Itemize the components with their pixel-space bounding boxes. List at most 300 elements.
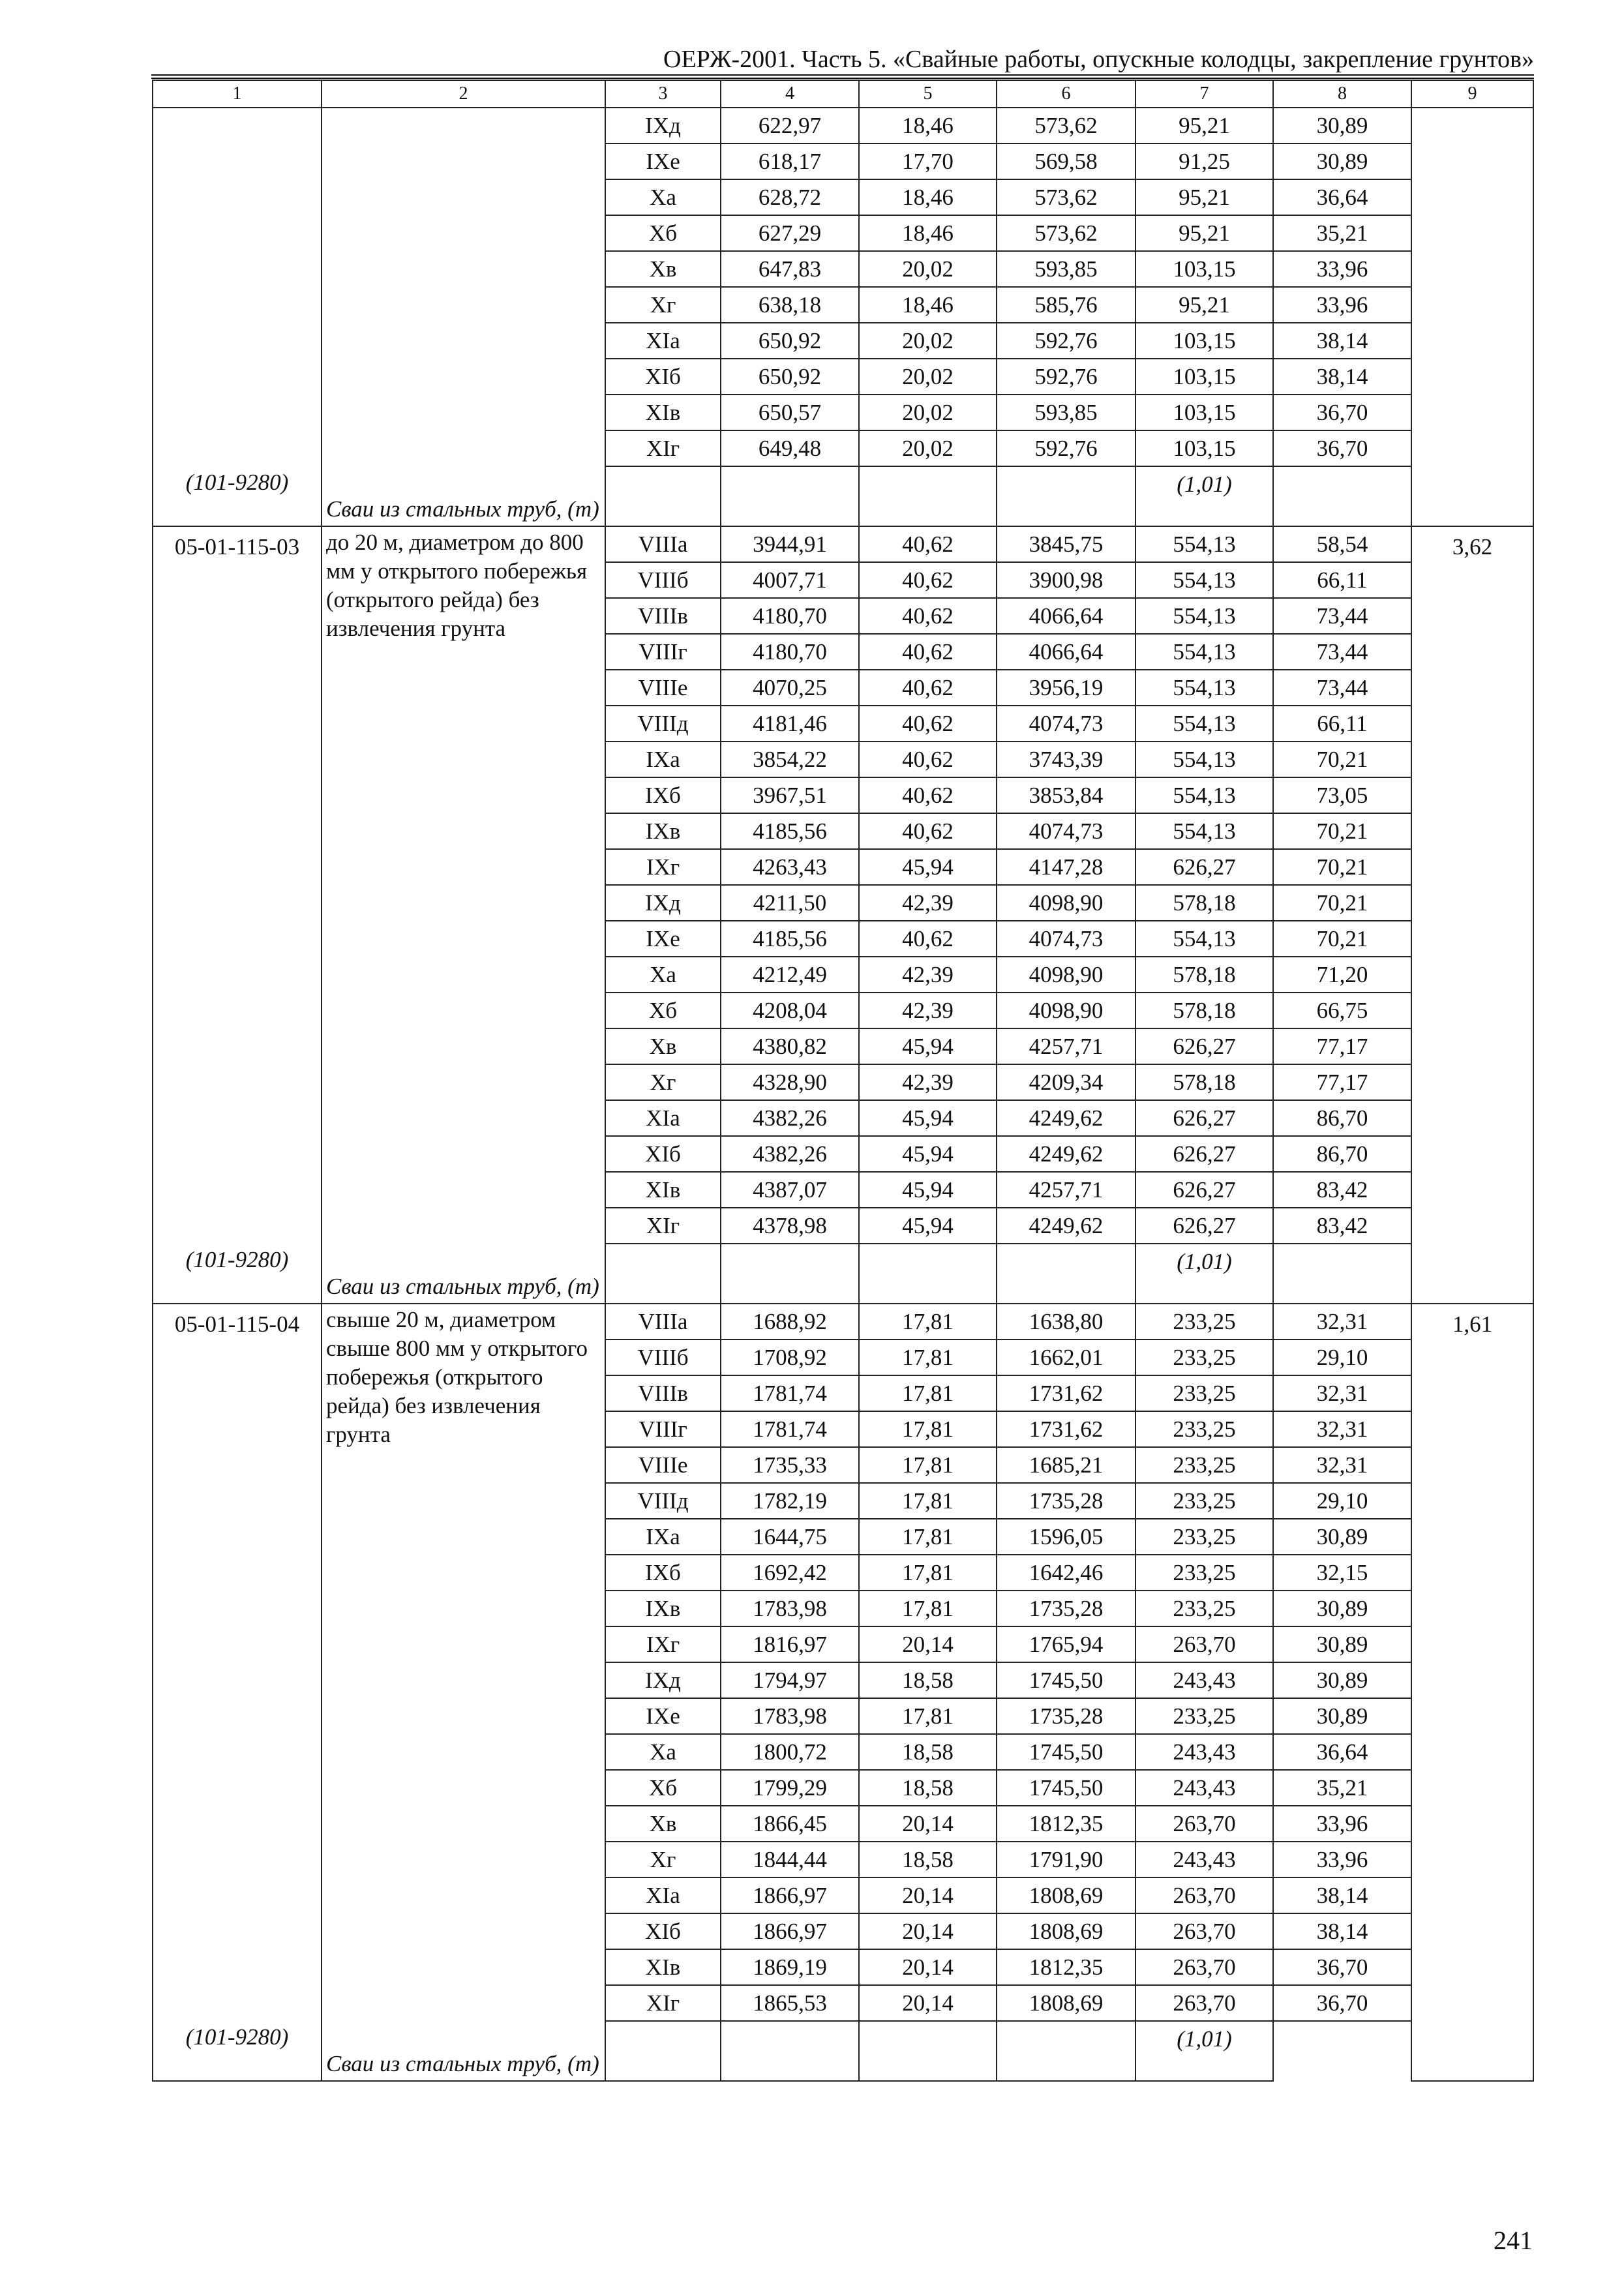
value-cell: 30,89 [1273,1519,1411,1555]
value-cell: 4257,71 [997,1028,1135,1064]
value-cell: 30,89 [1273,108,1411,143]
value-cell: 30,89 [1273,1698,1411,1734]
value-cell: 20,14 [859,1806,997,1842]
value-cell: 4180,70 [721,634,859,670]
value-cell: 45,94 [859,849,997,885]
value-cell: 243,43 [1135,1662,1273,1698]
value-cell: 70,21 [1273,849,1411,885]
value-cell: 18,58 [859,1734,997,1770]
value-cell: 1735,28 [997,1483,1135,1519]
value-cell: 71,20 [1273,957,1411,993]
value-cell: 20,14 [859,1913,997,1949]
value-cell: 3956,19 [997,670,1135,706]
value-cell: 578,18 [1135,1064,1273,1100]
value-cell: 4382,26 [721,1100,859,1136]
value-cell: 4209,34 [997,1064,1135,1100]
value-cell: 1808,69 [997,1913,1135,1949]
value-cell: 233,25 [1135,1411,1273,1447]
column-number: 3 [605,80,721,108]
value-cell: 17,81 [859,1591,997,1626]
value-cell: 4211,50 [721,885,859,921]
work-description-cell [322,1304,605,2081]
resource-code: (101-9280) [185,1247,289,1272]
empty-cell [859,1244,997,1304]
table-row [153,108,1533,143]
value-cell: 20,02 [859,323,997,359]
zone-code: VIIIв [605,598,721,634]
value-cell: 578,18 [1135,993,1273,1028]
value-cell: 36,70 [1273,1985,1411,2021]
empty-cell [997,1244,1135,1304]
empty-cell [721,1244,859,1304]
value-cell: 554,13 [1135,598,1273,634]
zone-code: XIг [605,1985,721,2021]
value-cell: 233,25 [1135,1304,1273,1339]
zone-code: IXа [605,741,721,777]
value-cell: 649,48 [721,430,859,466]
header-rule [151,74,1534,76]
work-description: до 20 м, диаметром до 800 мм у открытого побережья (открытого рейда) без извлечения грунта [326,530,588,641]
value-cell: 103,15 [1135,251,1273,287]
empty-cell [605,2021,721,2081]
value-cell: 18,46 [859,215,997,251]
value-cell: 29,10 [1273,1339,1411,1375]
value-cell: 263,70 [1135,1985,1273,2021]
value-cell: 233,25 [1135,1375,1273,1411]
value-cell: 73,05 [1273,777,1411,813]
value-cell: 33,96 [1273,251,1411,287]
value-cell: 30,89 [1273,1626,1411,1662]
table-row [153,526,1533,562]
zone-code: IXе [605,1698,721,1734]
column-number: 8 [1273,80,1411,108]
value-cell: 569,58 [997,143,1135,179]
value-cell: 29,10 [1273,1483,1411,1519]
zone-code: Xв [605,251,721,287]
value-cell: 554,13 [1135,921,1273,957]
value-cell: 40,62 [859,741,997,777]
value-cell: 4066,64 [997,598,1135,634]
value-cell: 17,81 [859,1339,997,1375]
value-cell: 32,15 [1273,1555,1411,1591]
value-cell: 4380,82 [721,1028,859,1064]
value-cell: 578,18 [1135,957,1273,993]
value-cell: 4185,56 [721,921,859,957]
value-cell: 73,44 [1273,598,1411,634]
value-cell: 1688,92 [721,1304,859,1339]
column-number: 2 [322,80,605,108]
value-cell: 1692,42 [721,1555,859,1591]
value-cell: 45,94 [859,1100,997,1136]
value-cell: 628,72 [721,179,859,215]
zone-code: IXг [605,849,721,885]
resource-code: (101-9280) [185,2024,289,2050]
value-cell: 592,76 [997,430,1135,466]
value-cell: 4074,73 [997,813,1135,849]
value-cell: 20,14 [859,1985,997,2021]
value-cell: 4387,07 [721,1172,859,1208]
value-cell: 554,13 [1135,813,1273,849]
value-cell: 4257,71 [997,1172,1135,1208]
value-cell: 70,21 [1273,921,1411,957]
value-cell: 18,58 [859,1842,997,1878]
value-cell: 42,39 [859,957,997,993]
value-cell: 4212,49 [721,957,859,993]
value-cell: 103,15 [1135,323,1273,359]
column-number: 6 [997,80,1135,108]
value-cell: 18,46 [859,179,997,215]
value-cell: 1745,50 [997,1734,1135,1770]
value-cell: 4180,70 [721,598,859,634]
column-numbers-row [153,80,1533,108]
value-cell: 70,21 [1273,885,1411,921]
zone-code: XIа [605,323,721,359]
value-cell: 33,96 [1273,287,1411,323]
value-cell: 1794,97 [721,1662,859,1698]
zone-code: VIIIа [605,1304,721,1339]
norm-code-cell [153,526,322,1304]
value-cell: 554,13 [1135,670,1273,706]
value-cell: 263,70 [1135,1806,1273,1842]
value-cell: 17,81 [859,1447,997,1483]
value-cell: 263,70 [1135,1949,1273,1985]
value-cell: 1812,35 [997,1949,1135,1985]
value-cell: 1866,97 [721,1878,859,1913]
value-cell: 17,81 [859,1698,997,1734]
value-cell: 263,70 [1135,1913,1273,1949]
value-cell: 585,76 [997,287,1135,323]
work-description-cell [322,526,605,1304]
value-cell: 263,70 [1135,1878,1273,1913]
value-cell: 1745,50 [997,1662,1135,1698]
page-number: 241 [1494,2226,1533,2255]
value-cell: 1781,74 [721,1375,859,1411]
resource-name: Сваи из стальных труб, (т) [326,496,599,522]
column-number: 5 [859,80,997,108]
value-cell: 233,25 [1135,1698,1273,1734]
value-cell: 1866,97 [721,1913,859,1949]
empty-cell [859,2021,997,2081]
coefficient-cell [1411,108,1533,526]
value-cell: 30,89 [1273,143,1411,179]
value-cell: 593,85 [997,395,1135,430]
value-cell: 20,02 [859,430,997,466]
value-cell: 554,13 [1135,526,1273,562]
value-cell: 4098,90 [997,993,1135,1028]
value-cell: 4382,26 [721,1136,859,1172]
value-cell: 1662,01 [997,1339,1135,1375]
zone-code: IXд [605,108,721,143]
column-number: 7 [1135,80,1273,108]
value-cell: 40,62 [859,921,997,957]
value-cell: 86,70 [1273,1136,1411,1172]
zone-code: VIIIг [605,1411,721,1447]
resource-name: Сваи из стальных труб, (т) [326,2051,599,2076]
value-cell: 32,31 [1273,1447,1411,1483]
value-cell: 4074,73 [997,921,1135,957]
value-cell: 4249,62 [997,1100,1135,1136]
value-cell: 70,21 [1273,741,1411,777]
zone-code: VIIIг [605,634,721,670]
value-cell: 45,94 [859,1208,997,1244]
value-cell: 40,62 [859,777,997,813]
value-cell: 35,21 [1273,215,1411,251]
value-cell: 1708,92 [721,1339,859,1375]
value-cell: 95,21 [1135,287,1273,323]
value-cell: 626,27 [1135,1100,1273,1136]
value-cell: 103,15 [1135,395,1273,430]
page-header [151,40,1534,78]
value-cell: 40,62 [859,706,997,741]
value-cell: 20,02 [859,395,997,430]
value-cell: 1642,46 [997,1555,1135,1591]
value-cell: 4378,98 [721,1208,859,1244]
zone-code: Xб [605,993,721,1028]
value-cell: 626,27 [1135,849,1273,885]
value-cell: 66,11 [1273,706,1411,741]
resource-quantity: (1,01) [1135,1244,1273,1304]
value-cell: 3853,84 [997,777,1135,813]
coefficient: 1,61 [1452,1311,1493,1337]
zone-code: Xа [605,179,721,215]
value-cell: 17,81 [859,1411,997,1447]
value-cell: 4007,71 [721,562,859,598]
value-cell: 626,27 [1135,1208,1273,1244]
value-cell: 627,29 [721,215,859,251]
value-cell: 573,62 [997,179,1135,215]
value-cell: 4070,25 [721,670,859,706]
value-cell: 38,14 [1273,323,1411,359]
value-cell: 4147,28 [997,849,1135,885]
zone-code: Xг [605,287,721,323]
norm-code-cell [153,1304,322,2081]
empty-cell [721,466,859,526]
zone-code: VIIIб [605,1339,721,1375]
value-cell: 38,14 [1273,1878,1411,1913]
value-cell: 45,94 [859,1136,997,1172]
value-cell: 1745,50 [997,1770,1135,1806]
value-cell: 1791,90 [997,1842,1135,1878]
empty-cell [605,466,721,526]
zone-code: VIIIе [605,670,721,706]
value-cell: 20,02 [859,251,997,287]
resource-quantity: (1,01) [1135,466,1273,526]
table-row [153,1304,1533,1339]
value-cell: 18,58 [859,1770,997,1806]
value-cell: 18,46 [859,108,997,143]
zone-code: XIг [605,1208,721,1244]
zone-code: Xб [605,1770,721,1806]
zone-code: VIIIа [605,526,721,562]
value-cell: 40,62 [859,634,997,670]
value-cell: 626,27 [1135,1172,1273,1208]
value-cell: 650,92 [721,323,859,359]
value-cell: 4263,43 [721,849,859,885]
zone-code: Xв [605,1028,721,1064]
empty-cell [997,466,1135,526]
zone-code: IXв [605,813,721,849]
resource-code: (101-9280) [185,470,289,495]
zone-code: VIIIе [605,1447,721,1483]
value-cell: 573,62 [997,215,1135,251]
value-cell: 1781,74 [721,1411,859,1447]
value-cell: 1596,05 [997,1519,1135,1555]
zone-code: XIв [605,395,721,430]
value-cell: 4181,46 [721,706,859,741]
value-cell: 66,11 [1273,562,1411,598]
value-cell: 1735,28 [997,1591,1135,1626]
norm-code-cell [153,108,322,526]
value-cell: 66,75 [1273,993,1411,1028]
value-cell: 4098,90 [997,885,1135,921]
zone-code: XIв [605,1949,721,1985]
zone-code: IXд [605,1662,721,1698]
value-cell: 36,64 [1273,1734,1411,1770]
norm-code: 05-01-115-03 [174,534,300,560]
zone-code: XIб [605,359,721,395]
value-cell: 1812,35 [997,1806,1135,1842]
empty-cell [997,2021,1135,2081]
value-cell: 626,27 [1135,1136,1273,1172]
value-cell: 233,25 [1135,1555,1273,1591]
zone-code: VIIIв [605,1375,721,1411]
value-cell: 573,62 [997,108,1135,143]
value-cell: 554,13 [1135,777,1273,813]
value-cell: 77,17 [1273,1064,1411,1100]
value-cell: 626,27 [1135,1028,1273,1064]
value-cell: 233,25 [1135,1447,1273,1483]
zone-code: IXб [605,1555,721,1591]
value-cell: 1731,62 [997,1411,1135,1447]
value-cell: 4066,64 [997,634,1135,670]
value-cell: 18,46 [859,287,997,323]
value-cell: 4098,90 [997,957,1135,993]
value-cell: 77,17 [1273,1028,1411,1064]
coefficient-cell [1411,1304,1533,2081]
value-cell: 618,17 [721,143,859,179]
zone-code: Xг [605,1842,721,1878]
coefficient: 3,62 [1452,534,1493,560]
value-cell: 17,81 [859,1304,997,1339]
value-cell: 45,94 [859,1028,997,1064]
norm-code: 05-01-115-04 [174,1311,300,1337]
value-cell: 1808,69 [997,1878,1135,1913]
value-cell: 95,21 [1135,215,1273,251]
value-cell: 42,39 [859,993,997,1028]
value-cell: 4185,56 [721,813,859,849]
value-cell: 17,81 [859,1555,997,1591]
value-cell: 1844,44 [721,1842,859,1878]
column-number: 4 [721,80,859,108]
value-cell: 1735,33 [721,1447,859,1483]
value-cell: 578,18 [1135,885,1273,921]
value-cell: 243,43 [1135,1734,1273,1770]
value-cell: 40,62 [859,813,997,849]
zone-code: XIг [605,430,721,466]
value-cell: 45,94 [859,1172,997,1208]
zone-code: XIа [605,1100,721,1136]
value-cell: 638,18 [721,287,859,323]
value-cell: 83,42 [1273,1172,1411,1208]
value-cell: 650,92 [721,359,859,395]
value-cell: 4208,04 [721,993,859,1028]
value-cell: 1765,94 [997,1626,1135,1662]
value-cell: 73,44 [1273,670,1411,706]
value-cell: 36,70 [1273,1949,1411,1985]
zone-code: Xв [605,1806,721,1842]
zone-code: IXв [605,1591,721,1626]
value-cell: 554,13 [1135,741,1273,777]
zone-code: IXа [605,1519,721,1555]
coefficient-cell [1411,526,1533,1304]
value-cell: 20,14 [859,1878,997,1913]
value-cell: 1866,45 [721,1806,859,1842]
value-cell: 650,57 [721,395,859,430]
value-cell: 592,76 [997,323,1135,359]
value-cell: 36,64 [1273,179,1411,215]
value-cell: 1800,72 [721,1734,859,1770]
value-cell: 20,14 [859,1949,997,1985]
value-cell: 32,31 [1273,1304,1411,1339]
zone-code: IXг [605,1626,721,1662]
value-cell: 1782,19 [721,1483,859,1519]
value-cell: 33,96 [1273,1806,1411,1842]
value-cell: 647,83 [721,251,859,287]
value-cell: 622,97 [721,108,859,143]
value-cell: 70,21 [1273,813,1411,849]
value-cell: 1731,62 [997,1375,1135,1411]
value-cell: 95,21 [1135,179,1273,215]
value-cell: 38,14 [1273,1913,1411,1949]
value-cell: 1644,75 [721,1519,859,1555]
zone-code: VIIIб [605,562,721,598]
empty-cell [859,466,997,526]
value-cell: 3845,75 [997,526,1135,562]
value-cell: 592,76 [997,359,1135,395]
value-cell: 233,25 [1135,1591,1273,1626]
value-cell: 1808,69 [997,1985,1135,2021]
rates-table [152,80,1534,2082]
zone-code: Xа [605,1734,721,1770]
value-cell: 17,70 [859,143,997,179]
header-rule-double [151,78,1534,79]
zone-code: Xб [605,215,721,251]
value-cell: 30,89 [1273,1591,1411,1626]
work-description: свыше 20 м, диаметром свыше 800 мм у открытого побережья (открытого рейда) без извлечения грунта [326,1307,588,1447]
value-cell: 42,39 [859,885,997,921]
zone-code: IXб [605,777,721,813]
value-cell: 4249,62 [997,1136,1135,1172]
value-cell: 243,43 [1135,1770,1273,1806]
resource-name: Сваи из стальных труб, (т) [326,1274,599,1299]
value-cell: 1685,21 [997,1447,1135,1483]
value-cell: 3743,39 [997,741,1135,777]
zone-code: Xа [605,957,721,993]
value-cell: 263,70 [1135,1626,1273,1662]
value-cell: 3944,91 [721,526,859,562]
value-cell: 1799,29 [721,1770,859,1806]
value-cell: 1869,19 [721,1949,859,1985]
value-cell: 1783,98 [721,1698,859,1734]
value-cell: 20,14 [859,1626,997,1662]
value-cell: 3854,22 [721,741,859,777]
zone-code: XIб [605,1136,721,1172]
value-cell: 233,25 [1135,1339,1273,1375]
value-cell: 554,13 [1135,562,1273,598]
value-cell: 17,81 [859,1375,997,1411]
value-cell: 1783,98 [721,1591,859,1626]
value-cell: 1816,97 [721,1626,859,1662]
